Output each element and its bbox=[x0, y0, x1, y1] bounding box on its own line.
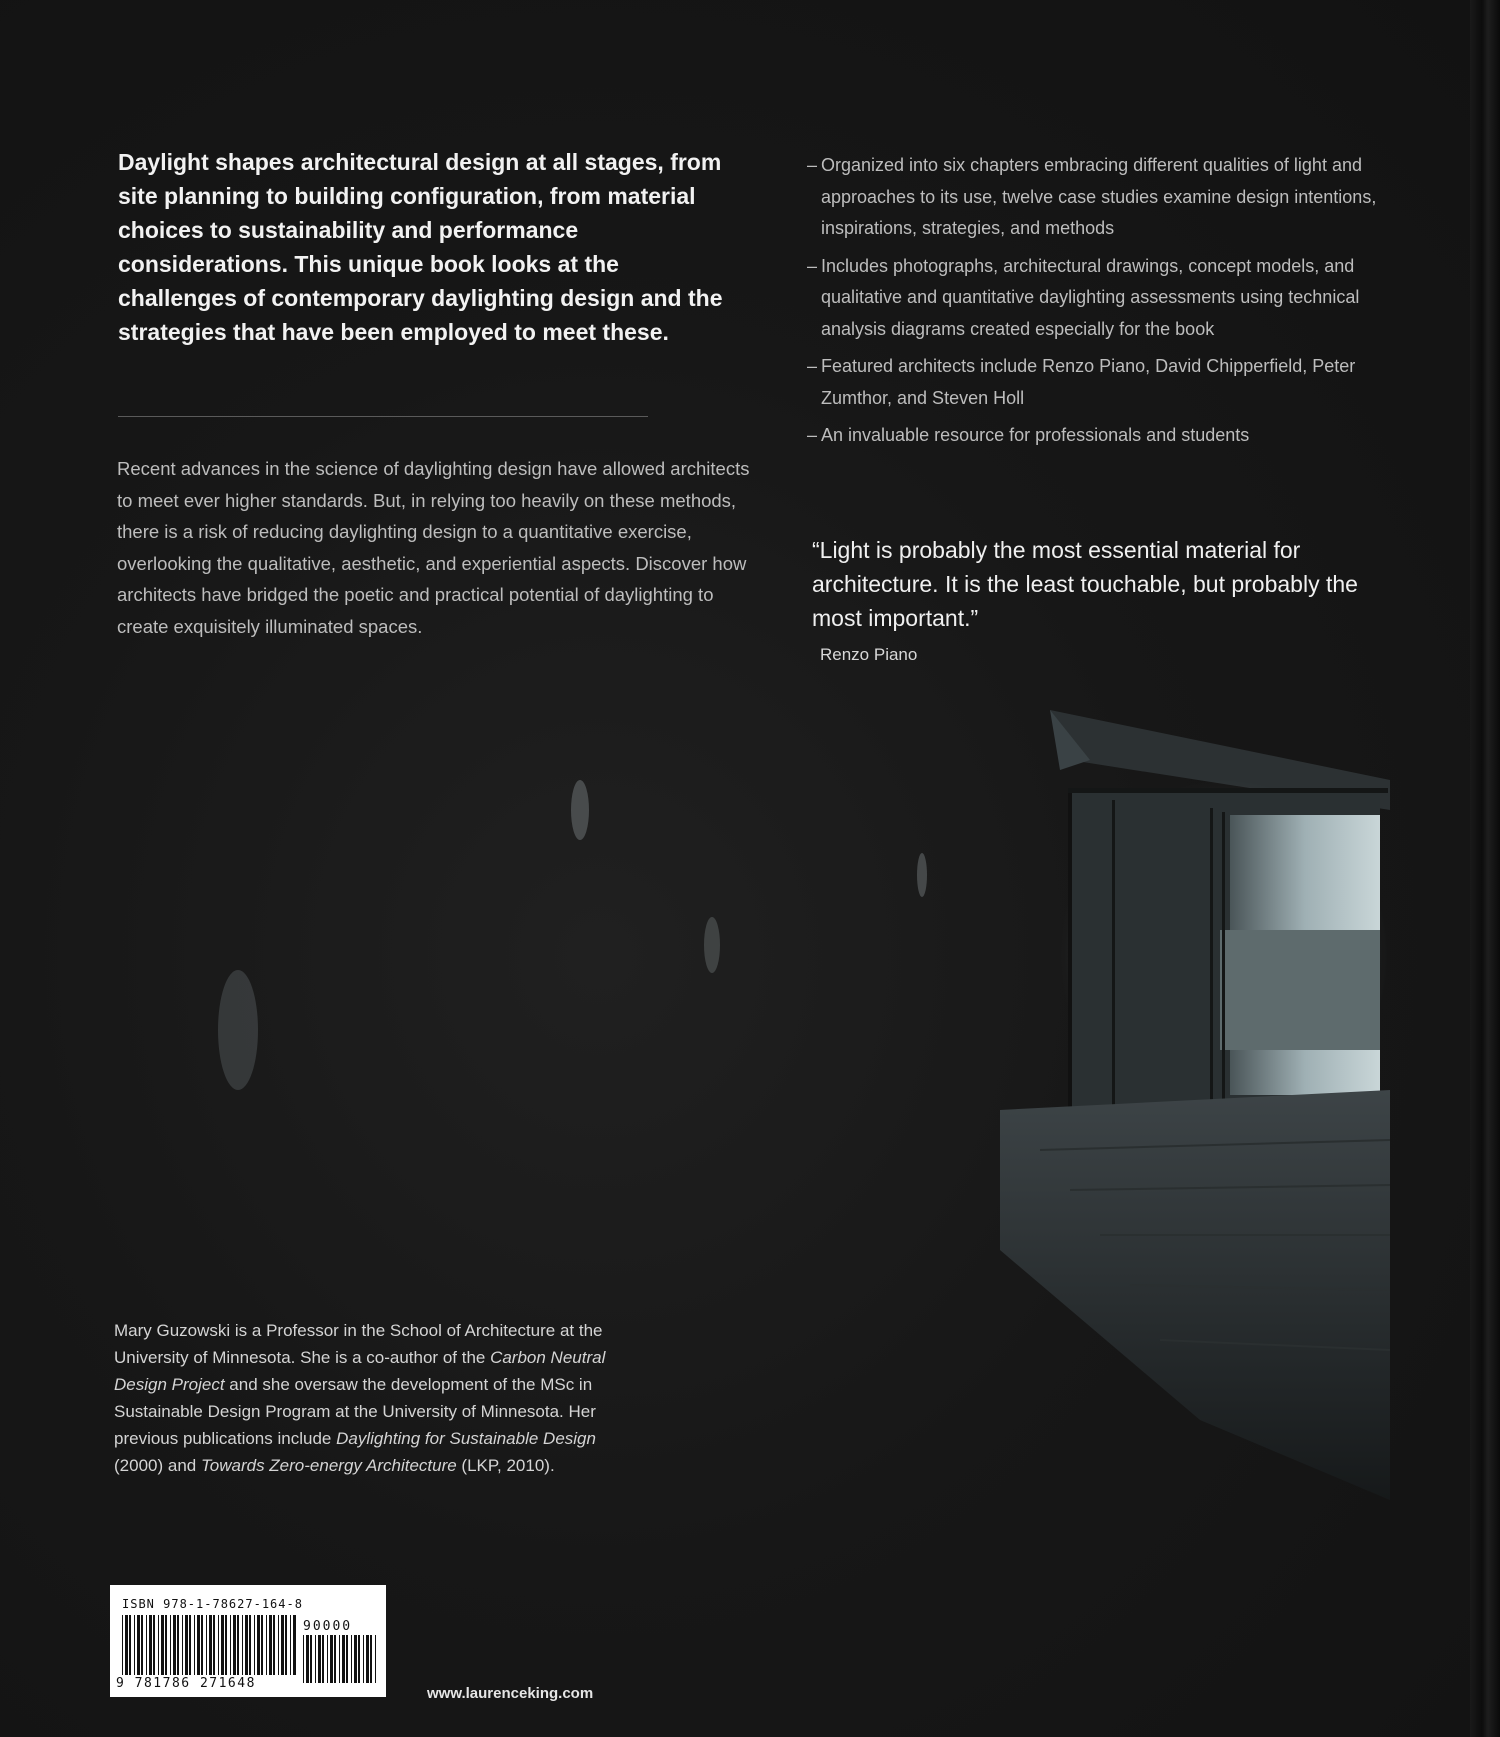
barcode-bar bbox=[141, 1615, 143, 1675]
barcode-bar bbox=[266, 1615, 267, 1675]
barcode-bar bbox=[177, 1615, 179, 1675]
barcode-bar bbox=[122, 1615, 123, 1675]
spine-edge bbox=[1470, 0, 1500, 1737]
intro-paragraph: Daylight shapes architectural design at all stages, from site planning to building configuration, from material choices to sustainability and performance considerations. This unique book looks at the challenges of contemporary daylighting design and the strategies that have been employed to meet these. bbox=[118, 149, 723, 345]
barcode-bar bbox=[342, 1635, 345, 1683]
barcode-bar bbox=[339, 1635, 340, 1683]
barcode-bar bbox=[281, 1615, 284, 1675]
barcode-bar bbox=[146, 1615, 147, 1675]
barcode-bar bbox=[254, 1615, 255, 1675]
barcode-bar bbox=[293, 1615, 296, 1675]
feature-item-text: Organized into six chapters embracing different qualities of light and approaches to its use, twelve case studies examine design intentions, inspirations, strategies, and methods bbox=[821, 155, 1377, 238]
barcode-bar bbox=[318, 1635, 321, 1683]
barcode-bar bbox=[189, 1615, 191, 1675]
feature-item-text: Featured architects include Renzo Piano, David Chipperfield, Peter Zumthor, and Steven Holl bbox=[821, 356, 1356, 408]
barcode-bar bbox=[290, 1615, 291, 1675]
barcode-bar bbox=[358, 1635, 360, 1683]
barcode-bar bbox=[306, 1635, 309, 1683]
barcode-bar bbox=[182, 1615, 183, 1675]
bullet-dash: – bbox=[807, 425, 818, 445]
barcode-bar bbox=[363, 1635, 364, 1683]
barcode-bar bbox=[346, 1635, 348, 1683]
barcode-bar bbox=[149, 1615, 152, 1675]
barcode-bar bbox=[158, 1615, 159, 1675]
barcode-bar bbox=[245, 1615, 248, 1675]
barcode-bar bbox=[194, 1615, 195, 1675]
bio-text: (2000) and bbox=[114, 1456, 201, 1475]
barcode-bar bbox=[370, 1635, 372, 1683]
publisher-website[interactable]: www.laurenceking.com bbox=[427, 1685, 594, 1702]
barcode-bar bbox=[134, 1615, 135, 1675]
barcode-bar bbox=[273, 1615, 275, 1675]
barcode-bar bbox=[327, 1635, 328, 1683]
barcode-bar bbox=[354, 1635, 357, 1683]
bio-text: (LKP, 2010). bbox=[456, 1456, 555, 1475]
bio-book-title: Daylighting for Sustainable Design bbox=[336, 1429, 596, 1448]
barcode-bar bbox=[221, 1615, 224, 1675]
barcode-label bbox=[110, 1585, 386, 1697]
bio-text: and she oversaw the development of the MSc in Sustainable Design Program at the University of Minnesota. Her previous publications include bbox=[114, 1375, 596, 1448]
barcode-bar bbox=[161, 1615, 164, 1675]
barcode-bar bbox=[261, 1615, 263, 1675]
isbn-number: ISBN 978-1-78627-164-8 bbox=[122, 1597, 303, 1611]
barcode-bar bbox=[206, 1615, 207, 1675]
pull-quote: “Light is probably the most essential material for architecture. It is the least touchable, but probably the most important.” bbox=[812, 537, 1358, 631]
barcode-bar bbox=[173, 1615, 176, 1675]
barcode-bar bbox=[233, 1615, 236, 1675]
barcode-bar bbox=[170, 1615, 171, 1675]
barcode-bar bbox=[334, 1635, 336, 1683]
description-paragraph: Recent advances in the science of daylighting design have allowed architects to meet ever higher standards. But, in relying too heavily on these methods, there is a risk of reducing daylighting design to a quantitative exercise, overlooking the qualitative, aesthetic, and experiential aspects. Discover how architects have bridged the poetic and practical potential of daylighting to create exquisitely illuminated spaces. bbox=[117, 458, 750, 637]
barcode-bar bbox=[322, 1635, 324, 1683]
feature-item bbox=[807, 420, 1407, 452]
bullet-dash: – bbox=[807, 155, 818, 175]
barcode-bar bbox=[225, 1615, 227, 1675]
bio-book-title: Towards Zero-energy Architecture bbox=[200, 1456, 457, 1475]
barcode-bar bbox=[303, 1635, 304, 1683]
barcode-bar bbox=[351, 1635, 352, 1683]
barcode-bar bbox=[230, 1615, 231, 1675]
barcode-bar bbox=[197, 1615, 200, 1675]
barcode-bars bbox=[122, 1615, 297, 1675]
barcode-bar bbox=[165, 1615, 167, 1675]
barcode-bar bbox=[125, 1615, 128, 1675]
barcode-bar bbox=[242, 1615, 243, 1675]
bio-text: Mary Guzowski is a Professor in the School of Architecture at the University of Minnesota. She is a co-author of the bbox=[114, 1321, 603, 1367]
barcode-bar bbox=[285, 1615, 287, 1675]
barcode-bar bbox=[129, 1615, 131, 1675]
barcode-bar bbox=[366, 1635, 369, 1683]
barcode-bar bbox=[278, 1615, 279, 1675]
barcode-bar bbox=[269, 1615, 272, 1675]
ean-digits: 9 781786 271648 bbox=[116, 1676, 256, 1691]
barcode-bar bbox=[209, 1615, 212, 1675]
barcode-addon-bars bbox=[303, 1635, 378, 1683]
quote-author: Renzo Piano bbox=[820, 645, 918, 664]
feature-item bbox=[807, 351, 1407, 414]
barcode-bar bbox=[201, 1615, 203, 1675]
feature-list bbox=[807, 150, 1407, 458]
feature-item-text: Includes photographs, architectural drawings, concept models, and qualitative and quantitative daylighting assessments using technical analysis diagrams created especially for the book bbox=[821, 255, 1360, 339]
barcode-bar bbox=[310, 1635, 312, 1683]
barcode-bar bbox=[153, 1615, 155, 1675]
author-bio bbox=[114, 1317, 634, 1479]
price-code: 90000 bbox=[303, 1619, 353, 1634]
feature-item bbox=[807, 150, 1407, 245]
barcode-bar bbox=[330, 1635, 333, 1683]
divider-rule bbox=[118, 416, 648, 417]
barcode-bar bbox=[185, 1615, 188, 1675]
barcode-bar bbox=[315, 1635, 316, 1683]
feature-item-text: An invaluable resource for professionals and students bbox=[821, 425, 1250, 445]
barcode-bar bbox=[375, 1635, 376, 1683]
barcode-bar bbox=[249, 1615, 251, 1675]
feature-item bbox=[807, 251, 1407, 346]
barcode-bar bbox=[137, 1615, 140, 1675]
barcode-bar bbox=[257, 1615, 260, 1675]
barcode-bar bbox=[237, 1615, 239, 1675]
bio-book-title: Carbon Neutral Design Project bbox=[114, 1348, 606, 1394]
barcode-bar bbox=[218, 1615, 219, 1675]
bullet-dash: – bbox=[807, 356, 818, 376]
barcode-bar bbox=[213, 1615, 215, 1675]
bullet-dash: – bbox=[807, 255, 818, 276]
